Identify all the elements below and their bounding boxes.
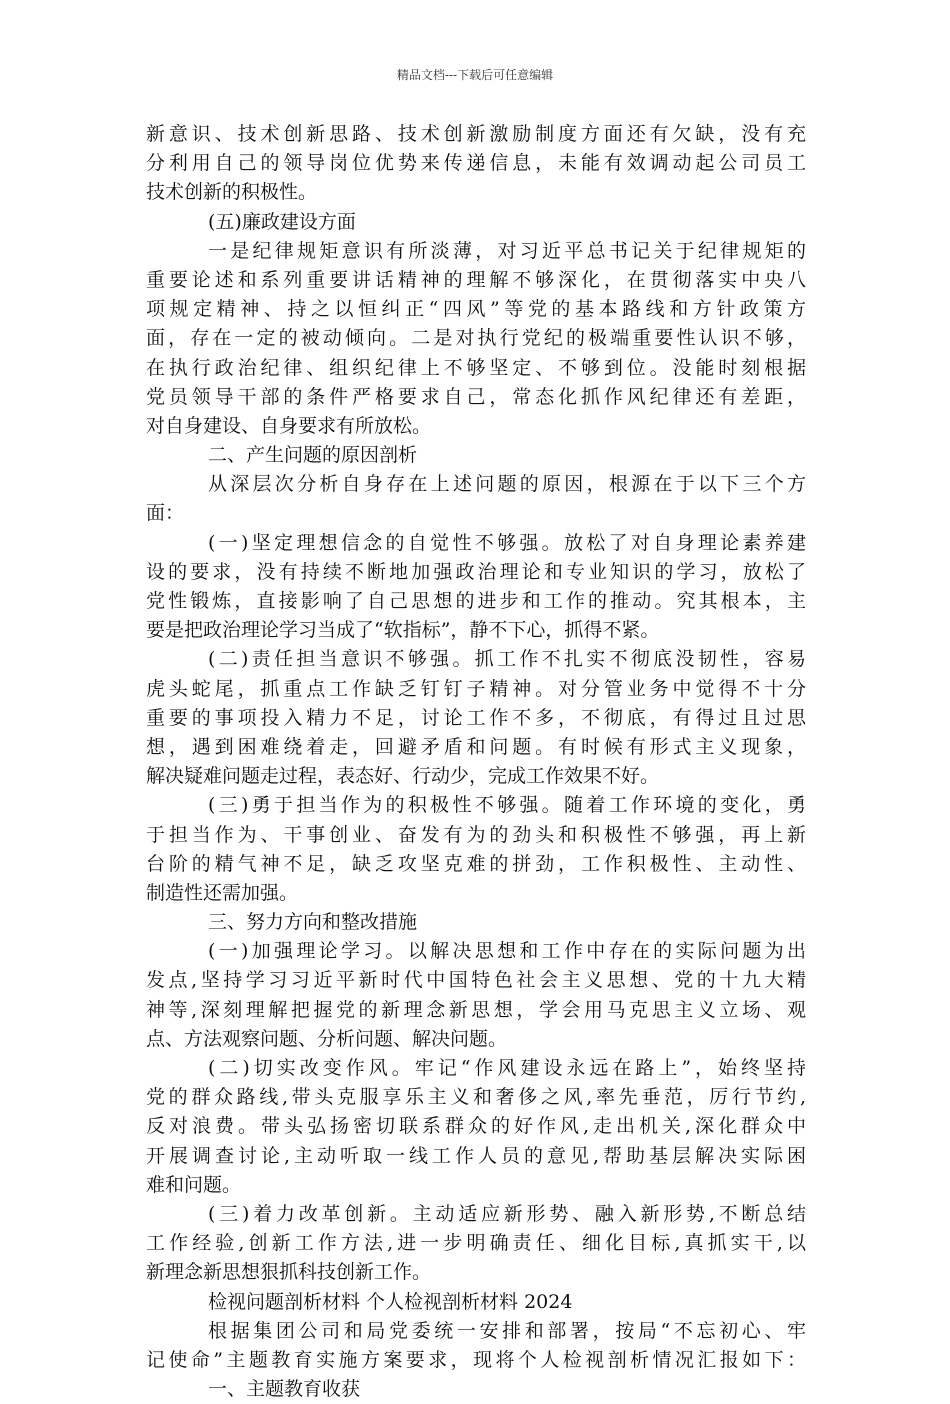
text-line: (一)坚定理想信念的自觉性不够强。放松了对自身理论素养建 [208,531,806,554]
text-line: 记使命”主题教育实施方案要求，现将个人检视剖析情况汇报如下： [146,1348,806,1371]
text-line: (一)加强理论学习。以解决思想和工作中存在的实际问题为出 [208,940,806,963]
page-header: 精品文档---下载后可任意编辑 [396,68,554,82]
text-line: 从深层次分析自身存在上述问题的原因，根源在于以下三个方 [208,473,806,496]
text-line: 难和问题。 [146,1173,242,1196]
text-line: 神等,深刻理解把握党的新理念新思想，学会用马克思主义立场、观 [146,998,806,1021]
document-body [146,120,806,1404]
text-line: 一是纪律规矩意识有所淡薄，对习近平总书记关于纪律规矩的 [208,239,806,262]
text-line: 发点,坚持学习习近平新时代中国特色社会主义思想、党的十九大精 [146,969,806,992]
text-line: 于担当作为、干事创业、奋发有为的劲头和积极性不够强，再上新 [146,823,806,846]
text-line: 重要论述和系列重要讲话精神的理解不够深化，在贯彻落实中央八 [146,268,806,291]
text-line: 新理念新思想狠抓科技创新工作。 [146,1261,432,1284]
text-line: 点、方法观察问题、分析问题、解决问题。 [146,1027,508,1050]
text-line: 解决疑难问题走过程，表态好、行动少，完成工作效果不好。 [146,765,660,788]
text-line: 面： [146,502,185,525]
text-line: (二)切实改变作风。牢记“作风建设永远在路上”，始终坚持 [208,1057,806,1079]
text-line: 分利用自己的领导岗位优势来传递信息，未能有效调动起公司员工 [146,152,806,175]
text-line: 党的群众路线,带头克服享乐主义和奢侈之风,率先垂范，厉行节约, [146,1086,806,1109]
text-line: 反对浪费。带头弘扬密切联系群众的好作风,走出机关,深化群众中 [146,1115,806,1138]
text-line: 设的要求，没有持续不断地加强政治理论和专业知识的学习，放松了 [146,560,806,583]
text-line: (三)着力改革创新。主动适应新形势、融入新形势,不断总结 [208,1202,806,1225]
section-heading: (五)廉政建设方面 [208,210,356,233]
section-heading: 二、产生问题的原因剖析 [208,444,418,467]
text-line: (二)责任担当意识不够强。抓工作不扎实不彻底没韧性，容易 [208,648,806,671]
section-heading: 一、主题教育收获 [208,1378,361,1401]
text-line: 在执行政治纪律、组织纪律上不够坚定、不够到位。没能时刻根据 [146,356,806,379]
text-line: 党员领导干部的条件严格要求自己，常态化抓作风纪律还有差距， [146,385,806,408]
text-line: 新意识、技术创新思路、技术创新激励制度方面还有欠缺，没有充 [146,123,806,145]
text-line: 面，存在一定的被动倾向。二是对执行党纪的极端重要性认识不够， [146,327,806,350]
text-line: 制造性还需加强。 [146,881,299,904]
section-heading: 检视问题剖析材料 个人检视剖析材料 2024 [208,1290,573,1313]
section-heading: 三、努力方向和整改措施 [208,911,418,934]
text-line: 想，遇到困难绕着走，回避矛盾和问题。有时候有形式主义现象， [146,735,806,758]
text-line: 工作经验,创新工作方法,进一步明确责任、细化目标,真抓实干,以 [146,1232,806,1255]
text-line: 重要的事项投入精力不足，讨论工作不多，不彻底，有得过且过思 [146,706,806,729]
text-line: 对自身建设、自身要求有所放松。 [146,414,432,437]
text-line: 技术创新的积极性。 [146,181,318,204]
text-line: 台阶的精气神不足，缺乏攻坚克难的拼劲，工作积极性、主动性、 [146,852,806,875]
text-line: 项规定精神、持之以恒纠正“四风”等党的基本路线和方针政策方 [146,298,806,321]
text-line: 根据集团公司和局党委统一安排和部署，按局“不忘初心、牢 [208,1319,806,1342]
text-line: (三)勇于担当作为的积极性不够强。随着工作环境的变化，勇 [208,794,806,817]
text-line: 开展调查讨论,主动听取一线工作人员的意见,帮助基层解决实际困 [146,1144,806,1167]
text-line: 要是把政治理论学习当成了“软指标”，静不下心，抓得不紧。 [146,619,660,642]
text-line: 党性锻炼，直接影响了自己思想的进步和工作的推动。究其根本，主 [146,590,806,612]
text-line: 虎头蛇尾，抓重点工作缺乏钉钉子精神。对分管业务中觉得不十分 [146,677,806,700]
